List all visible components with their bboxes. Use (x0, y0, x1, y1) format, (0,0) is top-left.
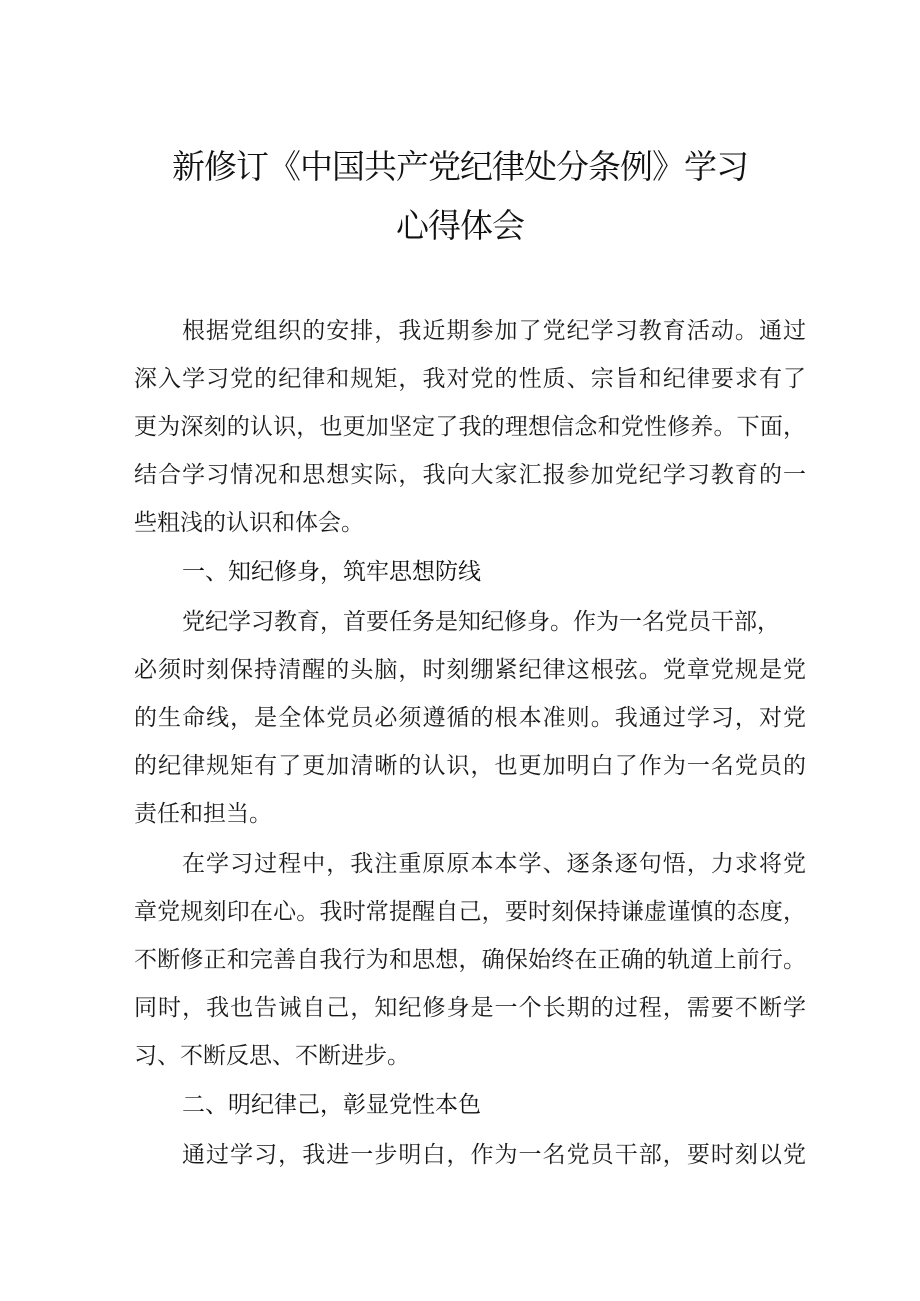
document-title-line-2: 心得体会 (396, 206, 524, 245)
paragraph-4-line-1: 通过学习，我进一步明白，作为一名党员干部，要时刻以党 (182, 1142, 806, 1168)
paragraph-1-line-4: 结合学习情况和思想实际，我向大家汇报参加党纪学习教育的一 (134, 462, 806, 488)
paragraph-3-line-4: 同时，我也告诫自己，知纪修身是一个长期的过程，需要不断学 (134, 995, 806, 1021)
paragraph-2-line-2: 必须时刻保持清醒的头脑，时刻绷紧纪律这根弦。党章党规是党 (134, 657, 806, 683)
paragraph-1-line-5: 些粗浅的认识和体会。 (134, 510, 364, 536)
paragraph-3-line-3: 不断修正和完善自我行为和思想，确保始终在正确的轨道上前行。 (134, 947, 806, 973)
section-heading-1: 一、知纪修身，筑牢思想防线 (182, 559, 481, 585)
paragraph-2-line-3: 的生命线，是全体党员必须遵循的根本准则。我通过学习，对党 (134, 705, 806, 731)
paragraph-2-line-5: 责任和担当。 (134, 801, 272, 827)
document-title-line-1: 新修订《中国共产党纪律处分条例》学习 (172, 147, 748, 186)
paragraph-3-line-5: 习、不断反思、不断进步。 (134, 1043, 410, 1069)
paragraph-3-line-1: 在学习过程中，我注重原原本本学、逐条逐句悟，力求将党 (182, 851, 806, 877)
section-heading-2: 二、明纪律己，彰显党性本色 (182, 1092, 481, 1118)
paragraph-1-line-2: 深入学习党的纪律和规矩，我对党的性质、宗旨和纪律要求有了 (134, 366, 806, 392)
paragraph-1-line-3: 更为深刻的认识，也更加坚定了我的理想信念和党性修养。下面， (134, 414, 806, 440)
paragraph-2-line-4: 的纪律规矩有了更加清晰的认识，也更加明白了作为一名党员的 (134, 753, 806, 779)
paragraph-3-line-2: 章党规刻印在心。我时常提醒自己，要时刻保持谦虚谨慎的态度， (134, 899, 806, 925)
paragraph-1-line-1: 根据党组织的安排，我近期参加了党纪学习教育活动。通过 (182, 318, 806, 344)
paragraph-2-line-1: 党纪学习教育，首要任务是知纪修身。作为一名党员干部， (182, 609, 780, 635)
